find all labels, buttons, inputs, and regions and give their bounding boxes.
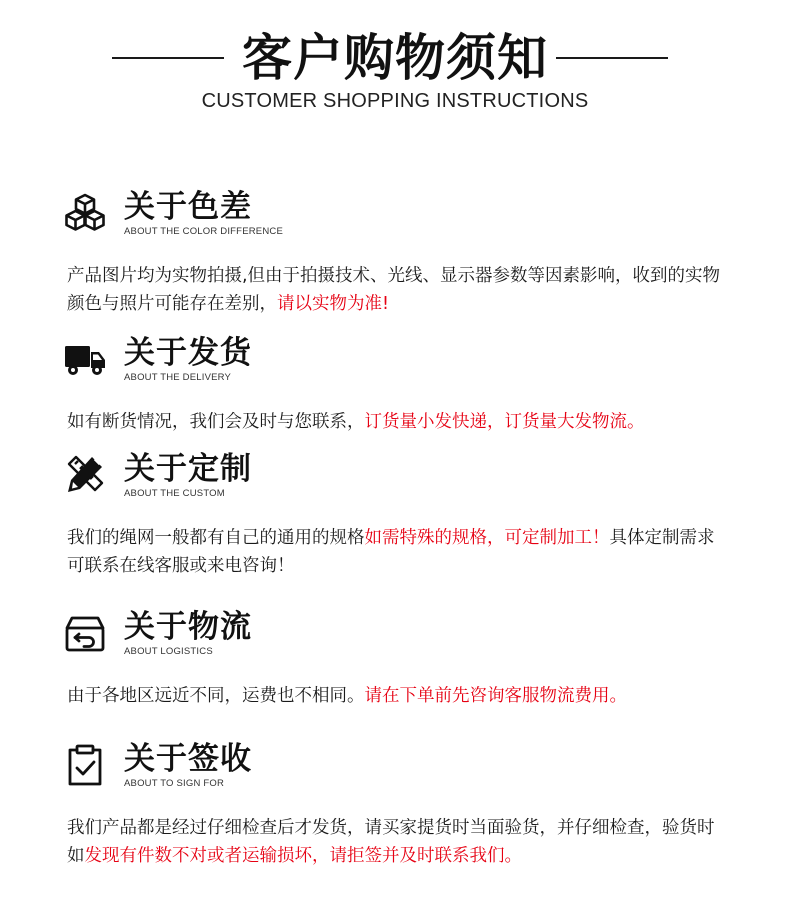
- section-body: [67, 814, 727, 870]
- section-title: 关于定制: [124, 451, 252, 487]
- return-box-icon: [64, 612, 106, 654]
- section-header: [64, 332, 744, 392]
- body-text: 由于各地区远近不同，运费也不相同。: [67, 686, 365, 706]
- section-subtitle: ABOUT TO SIGN FOR: [124, 778, 225, 789]
- section-body: [67, 524, 727, 580]
- page-title: 客户购物须知: [242, 29, 548, 87]
- section-subtitle: ABOUT LOGISTICS: [124, 646, 213, 657]
- section-header: [64, 448, 744, 508]
- section-title: 关于物流: [124, 609, 252, 645]
- section-body: [67, 408, 727, 436]
- body-highlight: 发现有件数不对或者运输损坏，请拒签并及时联系我们。: [84, 846, 522, 866]
- body-highlight: 请在下单前先咨询客服物流费用。: [364, 686, 627, 706]
- section-body: [67, 262, 727, 318]
- body-highlight: 订货量小发快递，订货量大发物流。: [364, 412, 645, 432]
- section-title: 关于发货: [124, 335, 252, 371]
- body-text: 产品图片均为实物拍摄,但由于拍摄技术、光线、显示器参数等因素影响，收到的实物颜色与照片可能存在差别，: [67, 266, 721, 314]
- section-header: [64, 738, 744, 798]
- section-subtitle: ABOUT THE COLOR DIFFERENCE: [124, 226, 283, 237]
- pencil-ruler-icon: [64, 454, 106, 496]
- body-text: 我们的绳网一般都有自己的通用的规格: [67, 528, 365, 548]
- body-text: 如有断货情况，我们会及时与您联系，: [67, 412, 365, 432]
- section-subtitle: ABOUT THE CUSTOM: [124, 488, 225, 499]
- section-title: 关于签收: [124, 741, 252, 777]
- clipboard-check-icon: [64, 744, 106, 786]
- body-highlight: 如需特殊的规格，可定制加工！: [364, 528, 610, 548]
- boxes-icon: [64, 192, 106, 234]
- header-divider-right: [556, 57, 668, 59]
- section-color-difference: [64, 186, 744, 314]
- body-text-tail: 具体定制需求可联系在线客服或来电咨询！: [67, 528, 715, 576]
- page-subtitle: CUSTOMER SHOPPING INSTRUCTIONS: [201, 90, 589, 112]
- section-body: [67, 682, 727, 710]
- section-custom: [64, 448, 744, 576]
- section-sign-for: [64, 738, 744, 866]
- section-title: 关于色差: [124, 189, 252, 225]
- body-text: 我们产品都是经过仔细检查后才发货，请买家提货时当面验货，并仔细检查，验货时如: [67, 818, 715, 866]
- page-header: [0, 0, 790, 140]
- section-header: [64, 186, 744, 246]
- section-logistics: [64, 606, 744, 706]
- delivery-truck-icon: [64, 338, 106, 380]
- section-delivery: [64, 332, 744, 432]
- body-highlight: 请以实物为准!: [277, 294, 390, 314]
- section-header: [64, 606, 744, 666]
- section-subtitle: ABOUT THE DELIVERY: [124, 372, 232, 383]
